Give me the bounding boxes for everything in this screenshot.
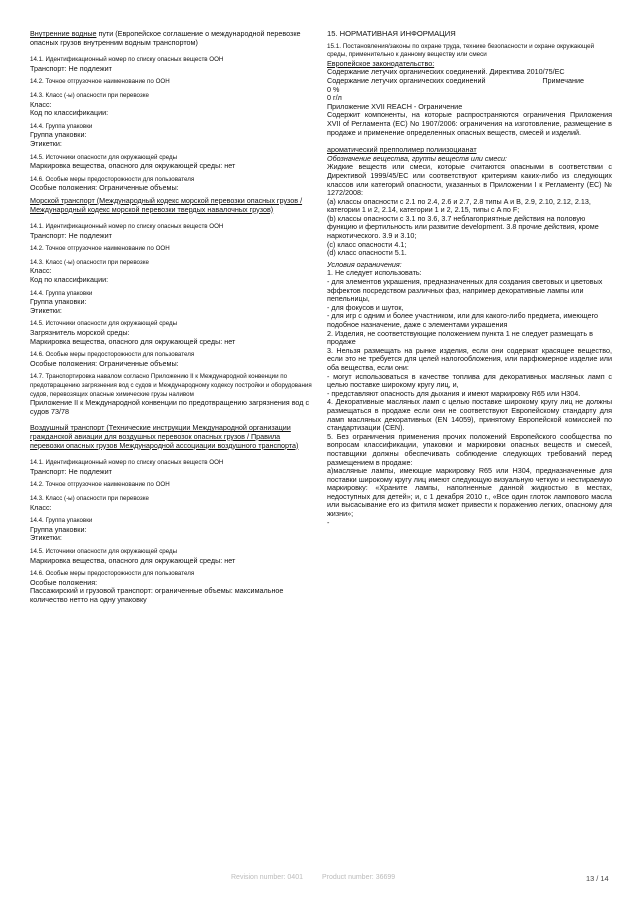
air-special-provisions: Особые положения:	[30, 577, 98, 587]
sea-14-5-label: 14.5. Источники опасности для окружающей среды	[30, 320, 178, 328]
sea-special-provisions: Особые положения: Ограниченные объемы:	[30, 358, 179, 368]
condition-2: 2. Изделия, не соответствующие положением пункта 1 не следует размещать в продаже	[327, 328, 593, 347]
inland-14-1-label: 14.1. Идентификационный номер по списку опасных веществ ООН	[30, 56, 224, 64]
voc-gl: 0 г/л	[327, 93, 342, 103]
class-a: (а) классы опасности с 2.1 по 2.4, 2.6 и 2.7, 2.8 типы A и B, 2.9, 2.10, 2.12, 2.13, категории 1 и 2, 2.14, категории 1 и 2, 2.15, типы с A по F;	[327, 196, 591, 215]
air-14-5-label: 14.5. Источники опасности для окружающей среды	[30, 547, 178, 555]
left-column	[30, 30, 312, 604]
condition-3: 3. Нельзя размещать на рынке изделия, если они содержат красящее вещество, если это не требуется для целей налогообложения, или парфюмерное изделие или оба вещества, если они:	[327, 345, 612, 372]
right-column	[327, 30, 612, 527]
voc-label: Содержание летучих органических соединений	[327, 75, 486, 85]
inland-packing-group: Группа упаковки:	[30, 130, 87, 140]
page-number: 13 / 14	[586, 874, 609, 883]
sea-env-marking: Маркировка вещества, опасного для окружающей среды: нет	[30, 336, 236, 346]
condition-5: 5. Без ограничения применения прочих положений Европейского сообщества по вопросам классификации, упаковки и маркировки опасных веществ и смесей, поставщики должны обеспечивать соблюдение следующих требований перед размещением в продаже:	[327, 431, 612, 467]
inland-special-provisions: Особые положения: Ограниченные объемы:	[30, 183, 179, 193]
reach-annex: Приложение XVII REACH - Ограничение	[327, 101, 463, 111]
sea-14-6-label: 14.6. Особые меры предосторожности для пользователя	[30, 351, 195, 359]
air-labels: Этикетки:	[30, 533, 62, 543]
inland-14-3-label: 14.3. Класс (-ы) опасности при перевозке	[30, 91, 149, 99]
inland-14-5-label: 14.5. Источники опасности для окружающей среды	[30, 153, 178, 161]
inland-14-1-value: Транспорт: Не подлежит	[30, 63, 112, 73]
voc-percent: 0 %	[327, 84, 340, 94]
sea-title: Морской транспорт (Международный кодекс морской перевозки опасных грузов / Международный кодекс морской перевозки твердых навалочных грузов)	[30, 195, 303, 214]
condition-1c: - для игр с одним и более участником, или для какого-либо предмета, имеющего подобное назначение, даже с элементами украшения	[327, 311, 599, 329]
sea-class-code: Код по классификации:	[30, 275, 109, 285]
substance-name: ароматический препполимер полиизоцианат	[327, 145, 477, 155]
trailing-dash: -	[327, 517, 330, 527]
inland-title: Внутренние водные пути (Европейское соглашение о международной перевозке опасных грузов внутренним водным транспортом)	[30, 29, 301, 47]
sea-14-4-label: 14.4. Группа упаковки	[30, 289, 93, 297]
air-title: Воздушный транспорт (Технические инструкции Международной организации гражданской авиации для воздушных перевозок опасных грузов / Правила перевозки опасных грузов Международной ассоциации воздушного транспорта)	[30, 423, 299, 450]
sea-14-3-label: 14.3. Класс (-ы) опасности при перевозке	[30, 258, 149, 266]
air-packing-group: Группа упаковки:	[30, 524, 87, 534]
eu-legislation-title: Европейское законодательство:	[327, 58, 435, 68]
condition-1: 1. Не следует использовать:	[327, 268, 422, 278]
sea-14-7-value: Приложение II к Международной конвенции по предотвращению загрязнения вод с судов 73/78	[30, 398, 310, 416]
voc-header-row	[327, 77, 612, 86]
inland-class: Класс:	[30, 99, 52, 109]
air-env-marking: Маркировка вещества, опасного для окружающей среды: нет	[30, 555, 236, 565]
air-class: Класс:	[30, 502, 52, 512]
inland-labels: Этикетки:	[30, 138, 62, 148]
class-b: (b) классы опасности с 3.1 по 3.6, 3.7 неблагоприятные действия на половую функцию и фертильность или развитие development. 3.8 прочие действия, кроме наркотического. 3.9 и 3.10;	[327, 213, 599, 241]
inland-14-4-label: 14.4. Группа упаковки	[30, 122, 93, 130]
condition-1a: - для элементов украшения, предназначенных для создания световых и цветовых эффектов посредством различных фаз, например декоративные лампы или пепельницы,	[327, 277, 603, 304]
sea-14-2-label: 14.2. Точное отгрузочное наименование по ООН	[30, 245, 170, 253]
section-15-1-label: 15.1. Постановления/законы по охране труда, технике безопасности и охране окружающей среды, применительно к данному веществу или смеси	[327, 42, 595, 59]
condition-3a: - могут использоваться в качестве топлива для декоративных масляных ламп с целью поставке широкому кругу лиц, и,	[327, 371, 612, 390]
air-14-3-label: 14.3. Класс (-ы) опасности при перевозке	[30, 494, 149, 502]
class-c: (c) класс опасности 4.1;	[327, 239, 407, 249]
air-14-6-label: 14.6. Особые меры предосторожности для пользователя	[30, 570, 195, 578]
air-14-1-label: 14.1. Идентификационный номер по списку опасных веществ ООН	[30, 459, 224, 467]
sea-14-1-value: Транспорт: Не подлежит	[30, 230, 112, 240]
air-14-2-label: 14.2. Точное отгрузочное наименование по ООН	[30, 481, 170, 489]
designation-text: Жидкие веществ или смеси, которые считаются опасными в соответствии с Директивой 1999/45/ЕС или соответствуют критериям каких-либо из следующих классов или категорий опасности, указанных в Приложении I к Регламенту (ЕС) № 1272/2008:	[327, 162, 612, 198]
voc-directive: Содержание летучих органических соединений. Директива 2010/75/ЕС	[327, 67, 565, 77]
voc-note: Примечание	[542, 75, 584, 85]
air-14-4-label: 14.4. Группа упаковки	[30, 517, 93, 525]
inland-14-2-label: 14.2. Точное отгрузочное наименование по ООН	[30, 78, 170, 86]
inland-14-6-label: 14.6. Особые меры предосторожности для пользователя	[30, 175, 195, 183]
sea-14-7-label: 14.7. Транспортировка навалом согласно Приложению II к Международной конвенции по предотвращению загрязнения вод с судов и Международному кодексу постройки и оборудования судов, перевозящих опасные химические грузы наливом	[30, 373, 312, 398]
reach-annex-text: Содержит компоненты, на которые распространяются ограничения Приложения XVII of Регламента (ЕС) No 1907/2006: ограничения на изготовление, размещение в продаже и применение определенных опасных веществ, смесей и изделий.	[327, 110, 612, 137]
sea-class: Класс:	[30, 266, 52, 276]
sea-marine-pollutant: Загрязнитель морской среды:	[30, 328, 130, 338]
condition-5a: а)масляные лампы, имеющие маркировку R65 или Н304, предназначенные для поставки широкому кругу лиц имеют следующую визуальную четкую и нестираемую маркировку: «Храните лампы, наполненные данной жидкостью в местах, недоступных для детей»; и, с 1 декабря 2010 г., «Все один глоток лампового масла или высасывание его из фитиля может привести к поражению легких, опасному для жизни»;	[327, 466, 612, 519]
air-14-1-value: Транспорт: Не подлежит	[30, 466, 112, 476]
sea-labels: Этикетки:	[30, 305, 62, 315]
condition-4: 4. Декоративные масляных ламп с целью поставке широкому кругу лиц не должны размещаться в продаже если они не соответствуют Европейскому стандарту для ламп масляных декоративных (EN 14059), принятому Европейской комиссией по стандартизации (CEN).	[327, 397, 612, 433]
air-limited-quantities: Пассажирский и грузовой транспорт: ограниченные объемы: максимальное количество нетто на одну упаковку	[30, 586, 284, 604]
section-15-title: 15. НОРМАТИВНАЯ ИНФОРМАЦИЯ	[327, 29, 456, 38]
class-d: (d) класс опасности 5.1.	[327, 248, 407, 258]
condition-1b: - для фокусов и шуток,	[327, 302, 404, 312]
inland-env-marking: Маркировка вещества, опасного для окружающей среды: нет	[30, 161, 236, 171]
conditions-label: Условия ограничения:	[327, 259, 402, 269]
sea-14-1-label: 14.1. Идентификационный номер по списку опасных веществ ООН	[30, 223, 224, 231]
inland-class-code: Код по классификации:	[30, 108, 109, 118]
sea-packing-group: Группа упаковки:	[30, 297, 87, 307]
condition-3b: - представляют опасность для дыхания и имеют маркировку R65 или Н304.	[327, 388, 581, 398]
revision-number: Revision number: 0401	[231, 874, 303, 881]
product-number: Product number: 36699	[322, 874, 396, 881]
designation-label: Обозначение вещества, группы веществ или смеси:	[327, 153, 507, 163]
